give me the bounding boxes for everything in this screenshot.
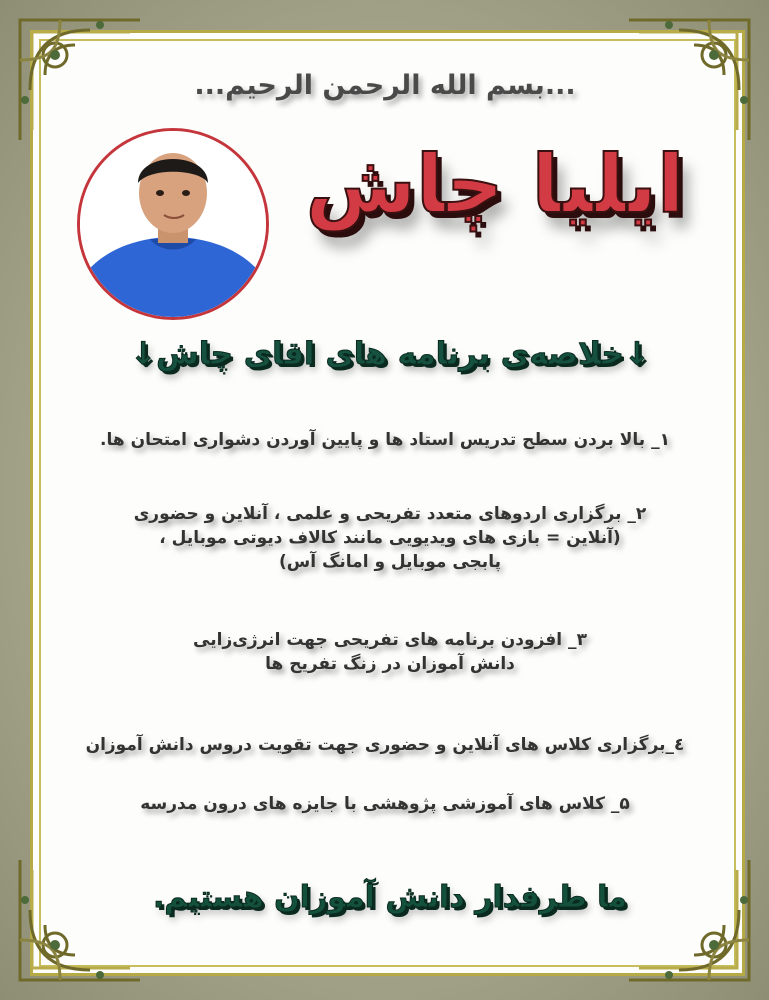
ornament-corner-icon (619, 0, 769, 150)
program-item-1 (55, 428, 715, 452)
candidate-photo (77, 128, 269, 320)
program-line: (آنلاین = بازی های ویدیویی مانند کالاف دیوتی موبایل ، (159, 528, 621, 548)
program-item-2 (80, 502, 700, 574)
program-line: ۳_ افزودن برنامه های تفریحی جهت انرژی‌زایی (193, 630, 587, 650)
program-item-5 (90, 792, 680, 816)
bismillah-heading: ...بسم الله الرحمن الرحیم... (194, 70, 576, 101)
footer-slogan: ما طرفدار دانش آموزان هستیم. (153, 880, 627, 915)
program-item-3 (120, 628, 660, 676)
program-item-4 (40, 733, 730, 757)
program-title: ↓خلاصه‌ی برنامه های اقای چاش↓ (130, 336, 650, 372)
program-line: ٤_برگزاری کلاس های آنلاین و حضوری جهت تقویت دروس دانش آموزان (85, 735, 685, 755)
ornament-corner-icon (0, 850, 150, 1000)
ornament-corner-icon (0, 0, 150, 150)
ornament-corner-icon (619, 850, 769, 1000)
program-line: پابجی موبایل و امانگ آس) (279, 552, 501, 572)
program-line: ۱_ بالا بردن سطح تدریس استاد ها و پایین آوردن دشواری امتحان ها. (100, 430, 670, 450)
candidate-name: ایلیا چاش (305, 138, 685, 231)
program-line: دانش آموزان در زنگ تفریح ها (265, 654, 515, 674)
person-portrait-icon (80, 131, 266, 317)
program-line: ۵_ کلاس های آموزشی پژوهشی با جایزه های درون مدرسه (140, 794, 630, 814)
program-line: ۲_ برگزاری اردوهای متعدد تفریحی و علمی ، آنلاین و حضوری (133, 504, 647, 524)
